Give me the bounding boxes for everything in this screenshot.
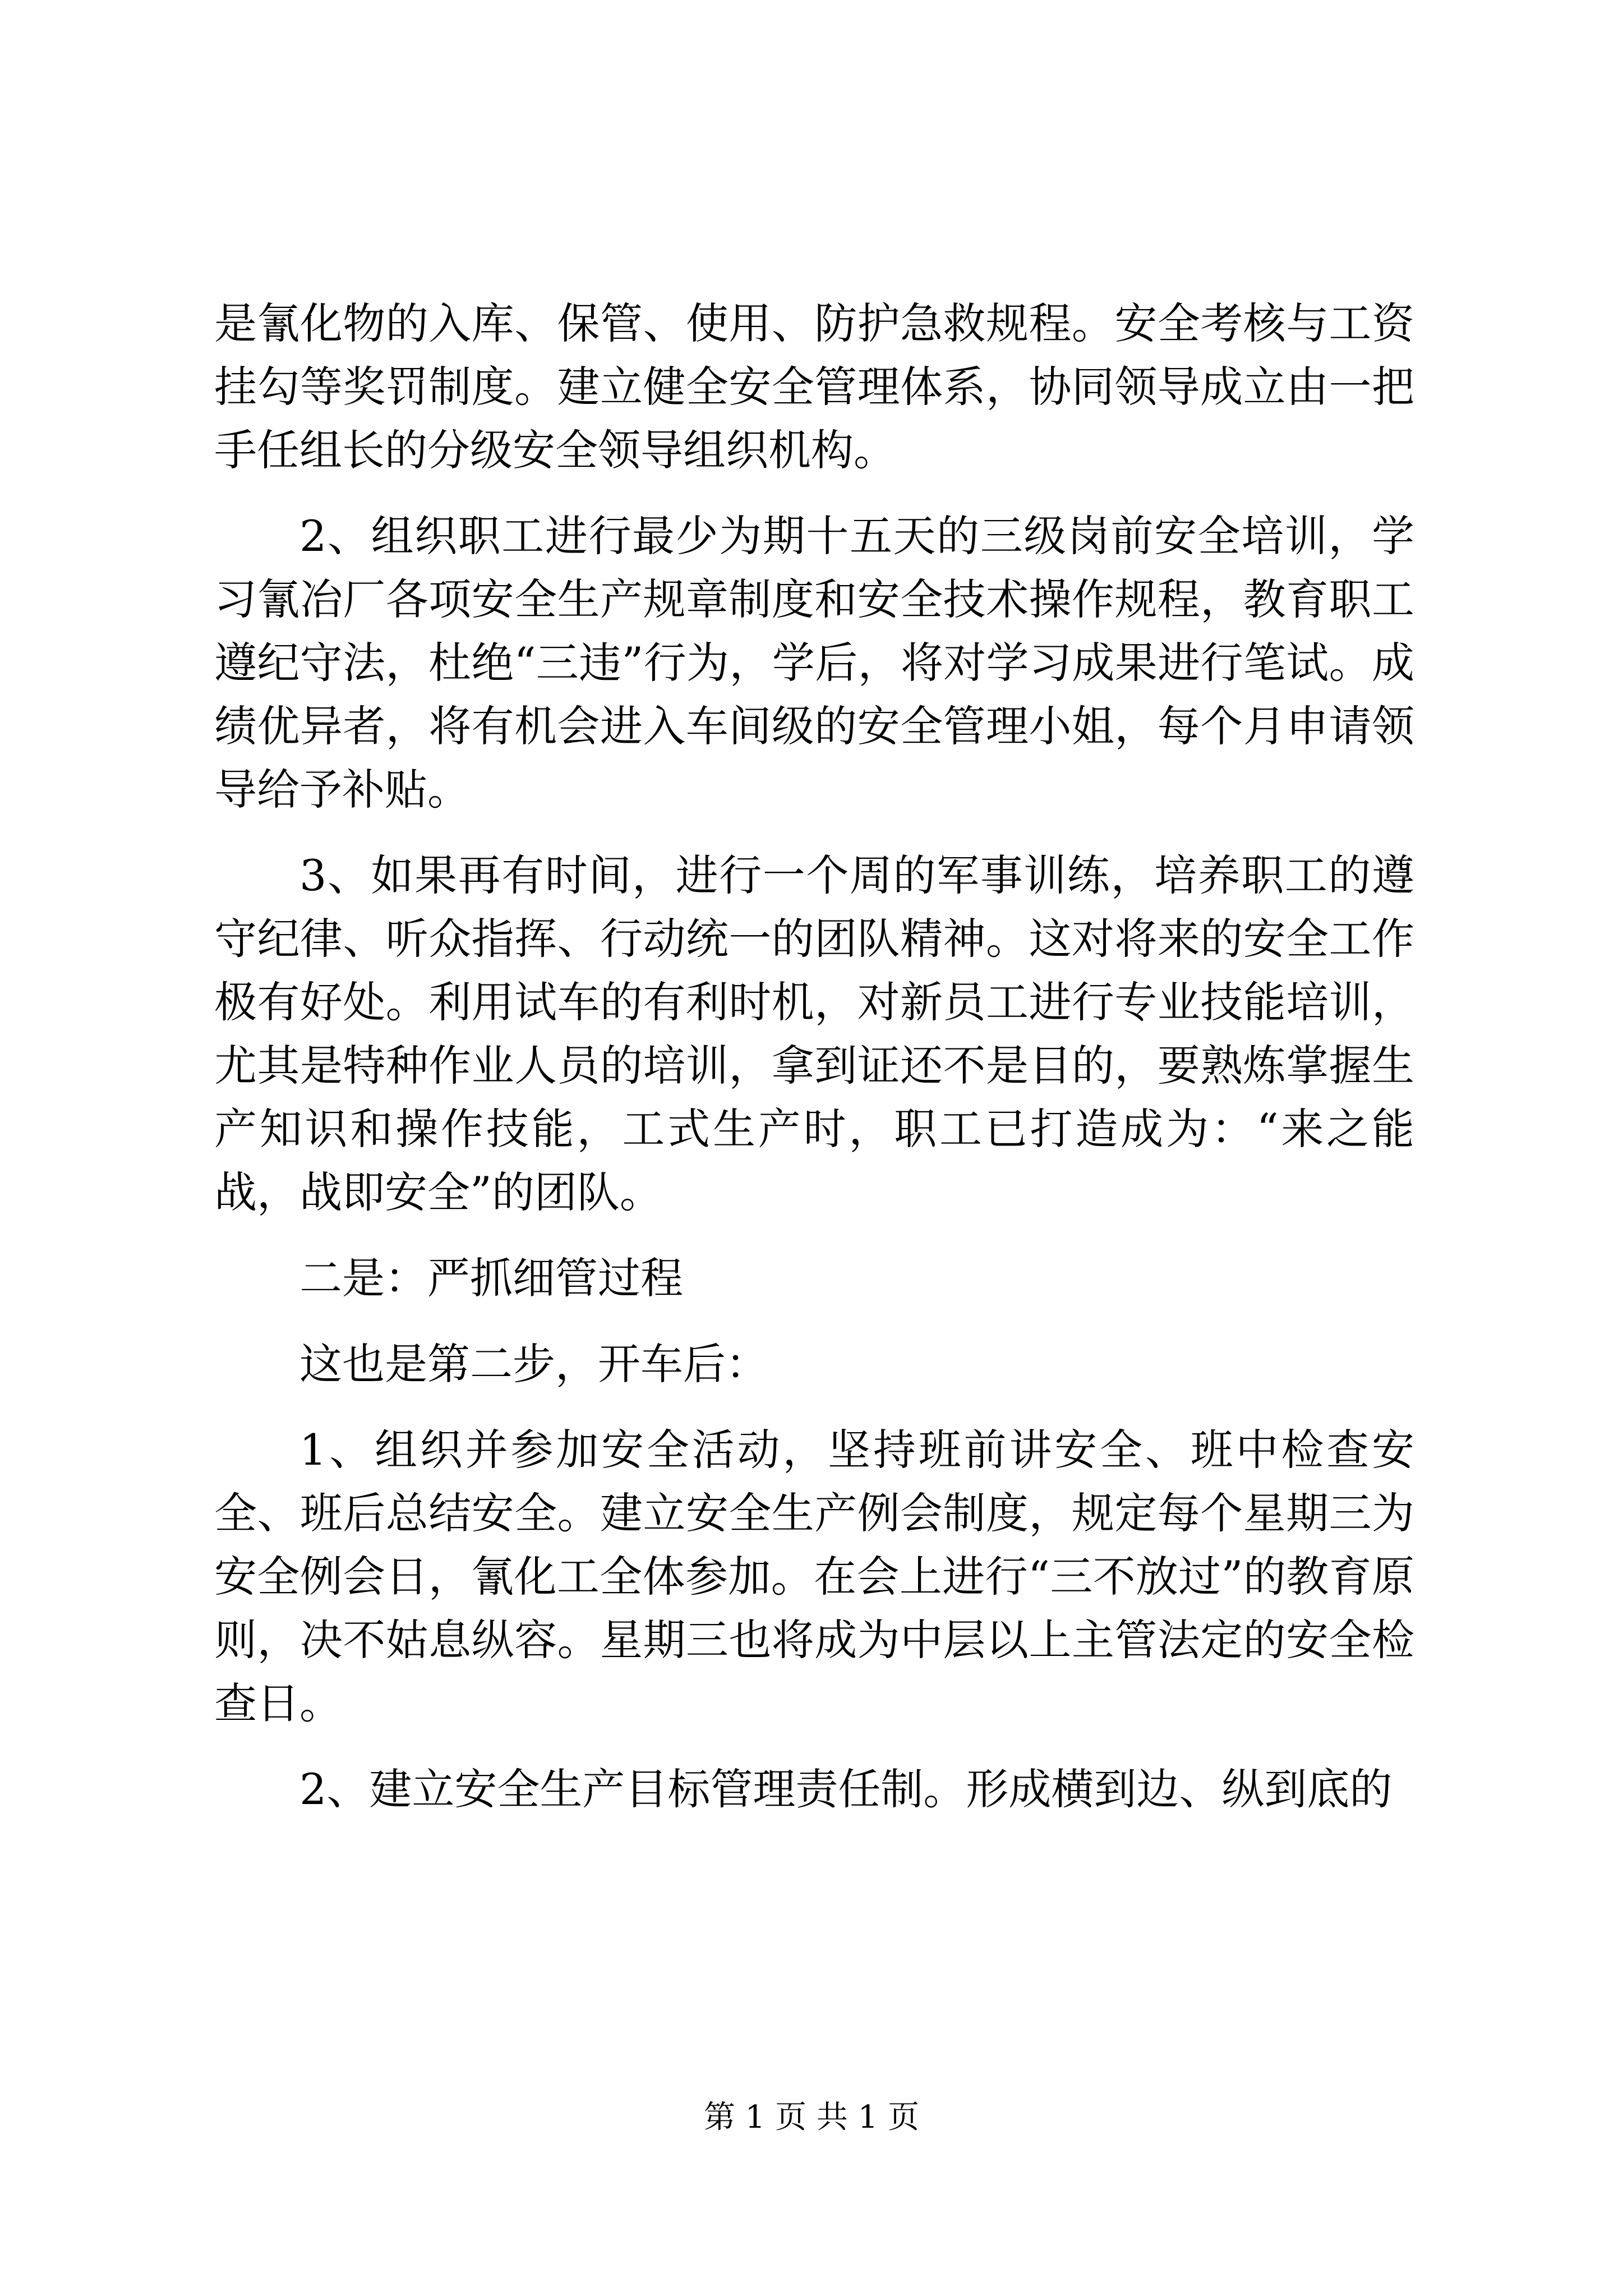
document-body xyxy=(214,292,1414,1843)
paragraph-6: 1、组织并参加安全活动，坚持班前讲安全、班中检查安全、班后总结安全。建立安全生产例会制度，规定每个星期三为安全例会日，氰化工全体参加。在会上进行“三不放过”的教育原则，决不姑息纵容。星期三也将成为中层以上主管法定的安全检查日。 xyxy=(214,1425,1414,1728)
page-number-footer: 第 1 页 共 1 页 xyxy=(703,2099,920,2136)
paragraph-7: 2、建立安全生产目标管理责任制。形成横到边、纵到底的 xyxy=(299,1764,1393,1814)
paragraph-3: 3、如果再有时间，进行一个周的军事训练，培养职工的遵守纪律、听众指挥、行动统一的团队精神。这对将来的安全工作极有好处。利用试车的有利时机，对新员工进行专业技能培训，尤其是特种作业人员的培训，拿到证还不是目的，要熟炼掌握生产知识和操作技能，工式生产时，职工已打造成为：“来之能战，战即安全”的团队。 xyxy=(214,850,1414,1217)
paragraph-1: 是氰化物的入库、保管、使用、防护急救规程。安全考核与工资挂勾等奖罚制度。建立健全安全管理体系，协同领导成立由一把手任组长的分级安全领导组织机构。 xyxy=(214,298,1414,475)
section-heading: 二是：严抓细管过程 xyxy=(299,1253,683,1303)
paragraph-5: 这也是第二步，开车后： xyxy=(299,1339,768,1389)
paragraph-2: 2、组织职工进行最少为期十五天的三级岗前安全培训，学习氰冶厂各项安全生产规章制度和安全技术操作规程，教育职工遵纪守法，杜绝“三违”行为，学后，将对学习成果进行笔试。成绩优异者，将有机会进入车间级的安全管理小姐，每个月申请领导给予补贴。 xyxy=(214,511,1414,815)
